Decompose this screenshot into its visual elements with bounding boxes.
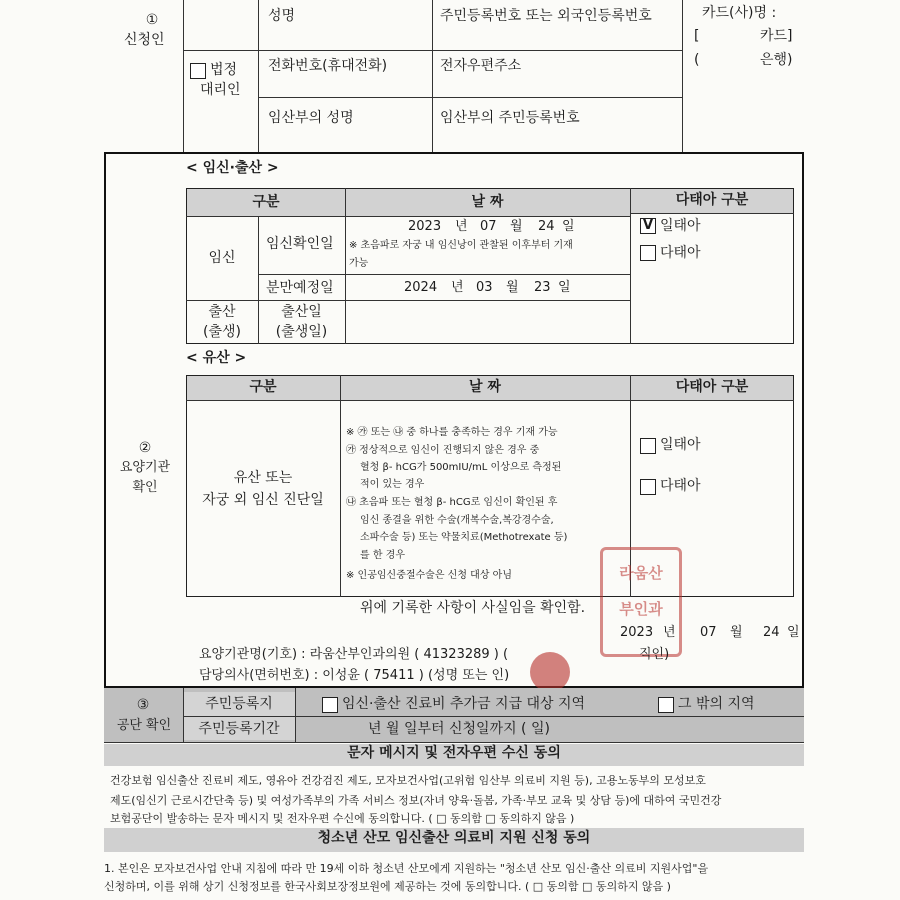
singleton-checkbox[interactable]: V bbox=[640, 218, 656, 234]
sms-consent-line-2: 제도(임신기 근로시간단축 등) 및 여성가족부의 가족 서비스 정보(자녀 양육·돌봄, 가족·부모 교육 및 상담 등)에 대하여 국민건강 bbox=[110, 794, 722, 807]
confirm-day: 24 bbox=[538, 219, 555, 234]
pregnant-resident-no-label: 임산부의 주민등록번호 bbox=[440, 110, 580, 126]
legal-representative-checkbox[interactable] bbox=[190, 63, 206, 79]
institution-seal-label: 직인) bbox=[639, 647, 670, 662]
misc-col-category: 구분 bbox=[249, 379, 277, 395]
email-label: 전자우편주소 bbox=[440, 58, 522, 74]
misc-col-date: 날 짜 bbox=[469, 379, 501, 395]
birth-date-label-1: 출산일 bbox=[281, 304, 322, 320]
misc-multiple-checkbox[interactable] bbox=[640, 479, 656, 495]
unit-year: 년 bbox=[455, 219, 468, 234]
pregnant-name-label: 임산부의 성명 bbox=[268, 110, 354, 126]
cert-unit-year: 년 bbox=[663, 625, 676, 640]
section2-label-1: 요양기관 bbox=[119, 460, 171, 475]
section3-label: 공단 확인 bbox=[116, 718, 172, 733]
section2-label-2: 확인 bbox=[132, 480, 158, 495]
misc-note-6: 임신 종결을 위한 수술(개복수술,복강경수술, bbox=[360, 515, 554, 526]
section1-number: ① bbox=[145, 12, 159, 28]
due-date-label: 분만예정일 bbox=[266, 280, 334, 296]
sms-consent-line-1: 건강보험 임신출산 진료비 제도, 영유아 건강검진 제도, 모자보건사업(고위험 임산부 의료비 지원 등), 고용노동부의 모성보호 bbox=[110, 774, 706, 787]
misc-col-multi: 다태아 구분 bbox=[675, 379, 749, 395]
due-day: 23 bbox=[534, 280, 551, 295]
misc-note-2: ㉮ 정상적으로 임신이 진행되지 않은 경우 중 bbox=[346, 445, 540, 456]
bank-paren: ( bbox=[694, 52, 700, 68]
registration-label: 주민등록지 bbox=[205, 696, 273, 712]
preg-col-category: 구분 bbox=[252, 194, 280, 210]
cert-unit-day: 일 bbox=[787, 625, 800, 640]
misc-singleton-label: 일태아 bbox=[660, 437, 701, 453]
sms-consent-title: 문자 메시지 및 전자우편 수신 동의 bbox=[347, 745, 561, 761]
unit-month-2: 월 bbox=[506, 280, 519, 295]
singleton-label: 일태아 bbox=[660, 218, 701, 234]
due-year: 2024 bbox=[404, 280, 438, 295]
card-holder-label: 카드(사)명 : bbox=[702, 5, 777, 21]
phone-label: 전화번호(휴대전화) bbox=[268, 58, 388, 74]
institution-line: 요양기관명(기호) : 라움산부인과의원 ( 41323289 ) ( bbox=[199, 647, 509, 662]
extra-region-checkbox[interactable] bbox=[322, 697, 338, 713]
misc-multiple-label: 다태아 bbox=[660, 478, 701, 494]
doctor-line: 담당의사(면허번호) : 이성윤 ( 75411 ) (성명 또는 인) bbox=[199, 668, 510, 683]
preg-confirm-date-label: 임신확인일 bbox=[266, 236, 334, 252]
unit-year-2: 년 bbox=[451, 280, 464, 295]
multiple-checkbox[interactable] bbox=[640, 245, 656, 261]
birth-label-2: (출생) bbox=[203, 324, 241, 340]
resident-no-label: 주민등록번호 또는 외국인등록번호 bbox=[440, 8, 652, 24]
misc-category-2: 자궁 외 임신 진단일 bbox=[202, 492, 324, 508]
sms-consent-line-3: 보험공단이 발송하는 문자 메시지 및 전자우편 수신에 동의합니다. ( □ 동의함 □ 동의하지 않음 ) bbox=[110, 812, 575, 825]
legal-label-1: 법정 bbox=[210, 62, 238, 78]
confirm-year: 2023 bbox=[408, 219, 442, 234]
miscarriage-header: < 유산 > bbox=[186, 350, 247, 366]
misc-note-4: 적이 있는 경우 bbox=[360, 479, 425, 490]
section3-number: ③ bbox=[136, 697, 150, 713]
unit-day: 일 bbox=[562, 219, 575, 234]
section2-number: ② bbox=[138, 440, 152, 456]
bank-suffix: 은행) bbox=[760, 52, 793, 68]
reg-period-text: 년 월 일부터 신청일까지 ( 일) bbox=[368, 721, 550, 737]
cert-year: 2023 bbox=[620, 625, 654, 640]
misc-note-9: ※ 인공임신중절수술은 신청 대상 아님 bbox=[346, 570, 512, 581]
confirm-note-1: ※ 초음파로 자궁 내 임신낭이 관찰된 이후부터 기재 bbox=[349, 240, 573, 251]
seal-text-1: 라움산 bbox=[619, 564, 663, 582]
multiple-label: 다태아 bbox=[660, 245, 701, 261]
doctor-seal-stamp bbox=[530, 652, 570, 692]
teen-consent-title: 청소년 산모 임신출산 의료비 지원 신청 동의 bbox=[317, 830, 591, 846]
preg-col-multi: 다태아 구분 bbox=[675, 192, 749, 208]
pregnancy-label: 임신 bbox=[208, 250, 236, 266]
other-region-checkbox[interactable] bbox=[658, 697, 674, 713]
misc-note-1: ※ ㉮ 또는 ㉯ 중 하나를 충족하는 경우 기재 가능 bbox=[346, 427, 558, 438]
teen-consent-line-1: 1. 본인은 모자보건사업 안내 지침에 따라 만 19세 이하 청소년 산모에게 지원하는 "청소년 산모 임신·출산 의료비 지원사업"을 bbox=[104, 862, 709, 875]
cert-day: 24 bbox=[763, 625, 780, 640]
extra-region-label: 임신·출산 진료비 추가금 지급 대상 지역 bbox=[342, 696, 586, 712]
misc-note-8: 를 한 경우 bbox=[360, 550, 405, 561]
reg-period-label: 주민등록기간 bbox=[198, 721, 280, 737]
name-label: 성명 bbox=[268, 8, 296, 24]
cert-unit-month: 월 bbox=[730, 625, 743, 640]
section1-label: 신청인 bbox=[124, 32, 165, 48]
misc-note-5: ㉯ 초음파 또는 혈청 β- hCG로 임신이 확인된 후 bbox=[346, 497, 558, 508]
pregnancy-birth-header: < 임신·출산 > bbox=[186, 160, 279, 176]
certify-text: 위에 기록한 사항이 사실임을 확인함. bbox=[360, 600, 586, 616]
confirm-note-2: 가능 bbox=[349, 258, 369, 269]
misc-singleton-checkbox[interactable] bbox=[640, 438, 656, 454]
card-suffix: 카드] bbox=[760, 28, 793, 44]
seal-text-2: 부인과 bbox=[619, 600, 663, 618]
teen-consent-line-2: 신청하며, 이를 위해 상기 신청정보를 한국사회보장정보원에 제공하는 것에 동의합니다. ( □ 동의함 □ 동의하지 않음 ) bbox=[104, 880, 671, 893]
due-month: 03 bbox=[476, 280, 493, 295]
card-bracket: [ bbox=[694, 28, 700, 44]
legal-label-2: 대리인 bbox=[200, 82, 241, 98]
preg-col-date: 날 짜 bbox=[471, 194, 504, 210]
misc-note-7: 소파수술 등) 또는 약물치료(Methotrexate 등) bbox=[360, 532, 568, 543]
other-region-label: 그 밖의 지역 bbox=[678, 696, 755, 712]
unit-month: 월 bbox=[510, 219, 523, 234]
cert-month: 07 bbox=[700, 625, 717, 640]
birth-date-label-2: (출생일) bbox=[275, 324, 328, 340]
misc-note-3: 혈청 β- hCG가 500mIU/mL 이상으로 측정된 bbox=[360, 462, 562, 473]
birth-label-1: 출산 bbox=[208, 304, 236, 320]
confirm-month: 07 bbox=[480, 219, 497, 234]
unit-day-2: 일 bbox=[558, 280, 571, 295]
misc-category-1: 유산 또는 bbox=[233, 470, 293, 486]
